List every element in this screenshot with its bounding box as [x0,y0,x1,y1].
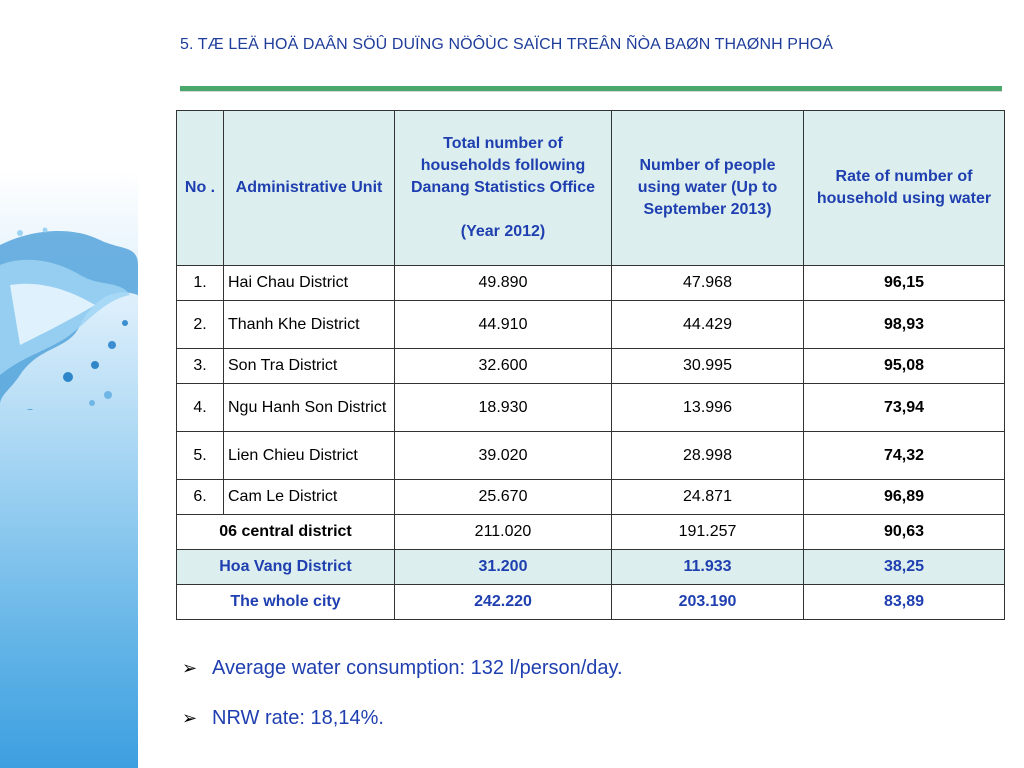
table-row [177,301,1005,349]
header-total-year: (Year 2012) [460,223,546,240]
row-people: 28.998 [612,432,804,480]
row-rate: 74,32 [804,432,1005,480]
water-splash-image [0,225,138,410]
row-unit: Lien Chieu District [224,432,395,480]
arrow-bullet-icon: ➢ [182,707,198,728]
header-unit: Administrative Unit [224,111,395,266]
row-rate: 96,15 [804,266,1005,301]
water-usage-table [176,110,1005,620]
hoa-vang-label: Hoa Vang District [177,550,395,585]
table-row [177,384,1005,432]
row-rate: 98,93 [804,301,1005,349]
arrow-bullet-icon: ➢ [182,657,198,678]
row-people: 13.996 [612,384,804,432]
row-no: 6. [177,480,224,515]
central-people: 191.257 [612,515,804,550]
central-total-row [177,515,1005,550]
hoa-vang-rate: 38,25 [804,550,1005,585]
row-rate: 73,94 [804,384,1005,432]
central-rate: 90,63 [804,515,1005,550]
row-total: 32.600 [395,349,612,384]
row-people: 44.429 [612,301,804,349]
row-no: 4. [177,384,224,432]
hoa-vang-people: 11.933 [612,550,804,585]
central-total: 211.020 [395,515,612,550]
table-row [177,480,1005,515]
whole-city-people: 203.190 [612,585,804,620]
header-total [395,111,612,266]
row-total: 49.890 [395,266,612,301]
bullet-text: NRW rate: 18,14%. [212,706,384,729]
row-no: 1. [177,266,224,301]
slide-title: 5. TÆ LEÄ HOÄ DAÂN SÖÛ DUÏNG NÖÔÙC SAÏCH TREÂN ÑÒA BAØN THAØNH PHOÁ [180,36,834,53]
row-people: 24.871 [612,480,804,515]
row-total: 44.910 [395,301,612,349]
table-header-row [177,111,1005,266]
bullet-item [182,704,623,732]
water-decoration [0,0,138,768]
bullet-text: Average water consumption: 132 l/person/day. [212,656,623,679]
whole-city-row [177,585,1005,620]
row-unit: Thanh Khe District [224,301,395,349]
row-people: 30.995 [612,349,804,384]
row-rate: 95,08 [804,349,1005,384]
row-total: 25.670 [395,480,612,515]
row-rate: 96,89 [804,480,1005,515]
bullet-item [182,654,623,682]
row-unit: Hai Chau District [224,266,395,301]
whole-city-label: The whole city [177,585,395,620]
header-people: Number of people using water (Up to September 2013) [612,111,804,266]
row-no: 3. [177,349,224,384]
central-label: 06 central district [177,515,395,550]
row-no: 5. [177,432,224,480]
row-unit: Son Tra District [224,349,395,384]
row-total: 39.020 [395,432,612,480]
title-divider [180,86,1002,92]
table-row [177,432,1005,480]
row-total: 18.930 [395,384,612,432]
whole-city-rate: 83,89 [804,585,1005,620]
bullet-list [182,654,623,754]
row-unit: Cam Le District [224,480,395,515]
table-row [177,266,1005,301]
hoa-vang-row [177,550,1005,585]
row-unit: Ngu Hanh Son District [224,384,395,432]
row-people: 47.968 [612,266,804,301]
hoa-vang-total: 31.200 [395,550,612,585]
row-no: 2. [177,301,224,349]
header-no: No . [177,111,224,266]
whole-city-total: 242.220 [395,585,612,620]
table-row [177,349,1005,384]
header-rate: Rate of number of household using water [804,111,1005,266]
header-total-label: Total number of households following Danang Statistics Office [410,135,596,196]
